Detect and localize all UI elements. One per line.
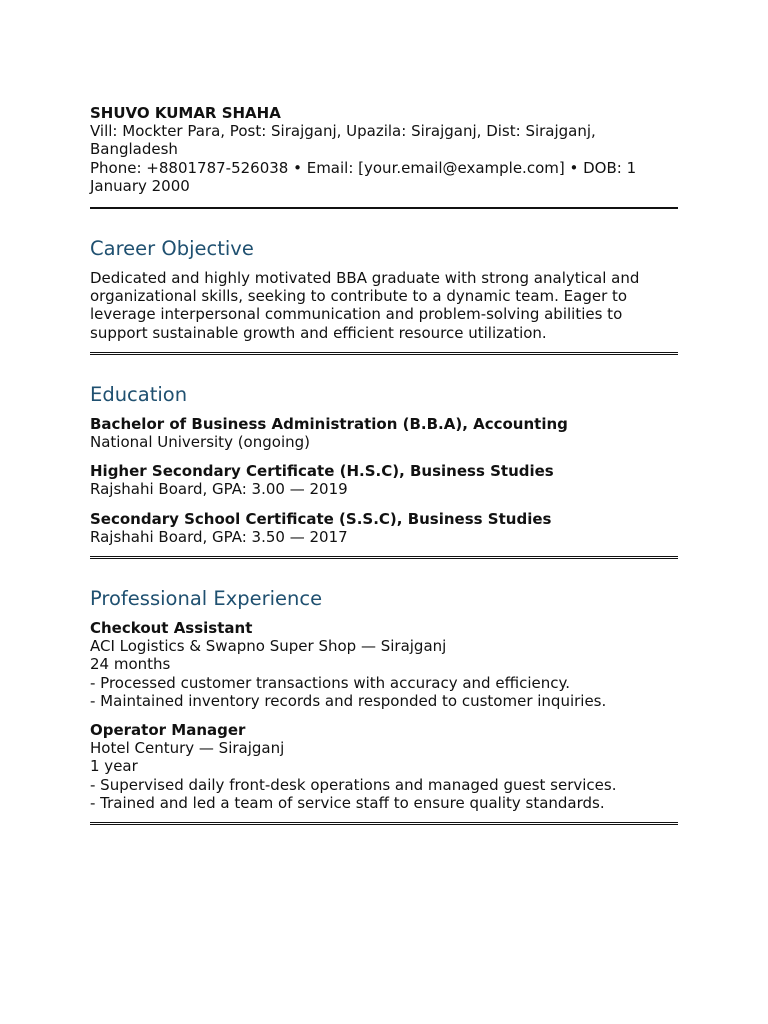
- section-title-education: Education: [90, 382, 188, 406]
- objective-line: Dedicated and highly motivated BBA graduate with strong analytical and: [90, 269, 640, 288]
- section-divider: [90, 822, 678, 825]
- job-company: ACI Logistics & Swapno Super Shop — Sirajganj: [90, 637, 447, 656]
- education-entry: [90, 510, 678, 546]
- job-entry: [90, 619, 678, 710]
- job-bullet: - Supervised daily front-desk operations and managed guest services.: [90, 775, 617, 794]
- objective-line: support sustainable growth and efficient resource utilization.: [90, 323, 547, 342]
- resume-header: [90, 104, 678, 195]
- objective-line: organizational skills, seeking to contribute to a dynamic team. Eager to: [90, 287, 628, 306]
- career-objective-text: [90, 269, 678, 342]
- section-divider: [90, 556, 678, 559]
- education-section: [90, 383, 678, 546]
- section-title-experience: Professional Experience: [90, 587, 323, 611]
- section-divider: [90, 352, 678, 355]
- job-entry: [90, 721, 678, 812]
- experience-section: [90, 587, 678, 812]
- job-duration: 1 year: [90, 757, 138, 776]
- education-entry: [90, 415, 678, 451]
- education-detail: Rajshahi Board, GPA: 3.00 — 2019: [90, 480, 348, 499]
- education-entry: [90, 462, 678, 498]
- candidate-name: SHUVO KUMAR SHAHA: [90, 104, 281, 122]
- education-degree: Higher Secondary Certificate (H.S.C), Business Studies: [90, 462, 554, 481]
- job-company: Hotel Century — Sirajganj: [90, 739, 285, 758]
- job-role: Checkout Assistant: [90, 619, 253, 638]
- job-duration: 24 months: [90, 655, 171, 674]
- education-degree: Bachelor of Business Administration (B.B.A), Accounting: [90, 414, 568, 433]
- education-detail: Rajshahi Board, GPA: 3.50 — 2017: [90, 527, 348, 546]
- address-line-1: Vill: Mockter Para, Post: Sirajganj, Upazila: Sirajganj, Dist: Sirajganj,: [90, 122, 596, 141]
- job-bullet: - Maintained inventory records and responded to customer inquiries.: [90, 691, 607, 710]
- career-objective-section: [90, 237, 678, 342]
- resume-content: [90, 104, 678, 825]
- contact-line-1: Phone: +8801787-526038 • Email: [your.email@example.com] • DOB: 1: [90, 158, 637, 177]
- job-bullet: - Processed customer transactions with accuracy and efficiency.: [90, 673, 570, 692]
- contact-line-2: January 2000: [90, 176, 190, 195]
- objective-line: leverage interpersonal communication and problem-solving abilities to: [90, 305, 623, 324]
- job-bullet: - Trained and led a team of service staff to ensure quality standards.: [90, 793, 605, 812]
- header-divider: [90, 207, 678, 209]
- job-role: Operator Manager: [90, 721, 246, 740]
- education-detail: National University (ongoing): [90, 433, 310, 452]
- education-degree: Secondary School Certificate (S.S.C), Business Studies: [90, 509, 552, 528]
- address-line-2: Bangladesh: [90, 140, 178, 159]
- section-title-career-objective: Career Objective: [90, 237, 254, 261]
